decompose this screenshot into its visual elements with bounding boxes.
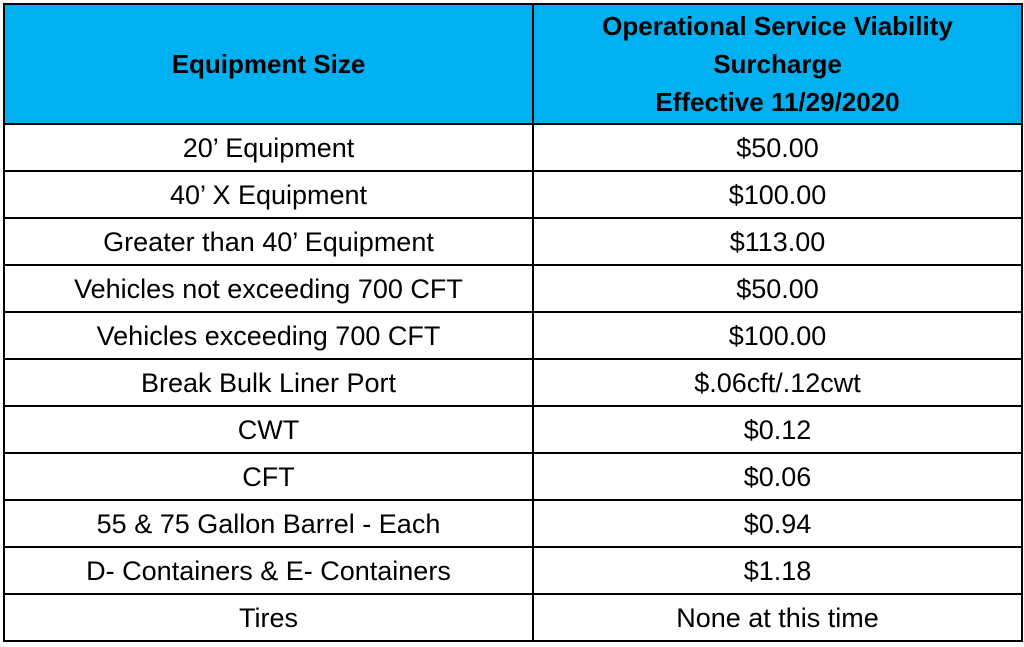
equipment-size-cell: Tires xyxy=(4,594,533,641)
surcharge-cell: $50.00 xyxy=(533,265,1022,312)
equipment-size-cell: CFT xyxy=(4,453,533,500)
table-body xyxy=(4,124,1022,641)
table-row xyxy=(4,547,1022,594)
surcharge-table xyxy=(3,3,1023,642)
table-header xyxy=(4,4,1022,124)
equipment-size-cell: 20’ Equipment xyxy=(4,124,533,171)
table-row xyxy=(4,406,1022,453)
equipment-size-cell: D- Containers & E- Containers xyxy=(4,547,533,594)
table-row xyxy=(4,124,1022,171)
surcharge-cell: None at this time xyxy=(533,594,1022,641)
equipment-size-cell: Break Bulk Liner Port xyxy=(4,359,533,406)
surcharge-cell: $.06cft/.12cwt xyxy=(533,359,1022,406)
table-row xyxy=(4,265,1022,312)
equipment-size-cell: CWT xyxy=(4,406,533,453)
table-row xyxy=(4,594,1022,641)
header-row xyxy=(4,4,1022,124)
surcharge-cell: $50.00 xyxy=(533,124,1022,171)
equipment-size-cell: 40’ X Equipment xyxy=(4,171,533,218)
equipment-size-cell: Vehicles exceeding 700 CFT xyxy=(4,312,533,359)
surcharge-cell: $100.00 xyxy=(533,312,1022,359)
table-row xyxy=(4,453,1022,500)
table-row xyxy=(4,218,1022,265)
surcharge-cell: $100.00 xyxy=(533,171,1022,218)
surcharge-cell: $0.94 xyxy=(533,500,1022,547)
surcharge-cell: $0.12 xyxy=(533,406,1022,453)
table-row xyxy=(4,171,1022,218)
table-row xyxy=(4,359,1022,406)
equipment-size-cell: 55 & 75 Gallon Barrel - Each xyxy=(4,500,533,547)
surcharge-cell: $113.00 xyxy=(533,218,1022,265)
header-surcharge xyxy=(533,4,1022,124)
header-surcharge-line-3: Effective 11/29/2020 xyxy=(655,87,900,117)
equipment-size-cell: Greater than 40’ Equipment xyxy=(4,218,533,265)
surcharge-cell: $0.06 xyxy=(533,453,1022,500)
surcharge-cell: $1.18 xyxy=(533,547,1022,594)
header-surcharge-line-1: Operational Service Viability xyxy=(602,11,953,41)
header-surcharge-line-2: Surcharge xyxy=(713,49,842,79)
table-row xyxy=(4,312,1022,359)
header-equipment-size: Equipment Size xyxy=(4,4,533,124)
table-row xyxy=(4,500,1022,547)
equipment-size-cell: Vehicles not exceeding 700 CFT xyxy=(4,265,533,312)
